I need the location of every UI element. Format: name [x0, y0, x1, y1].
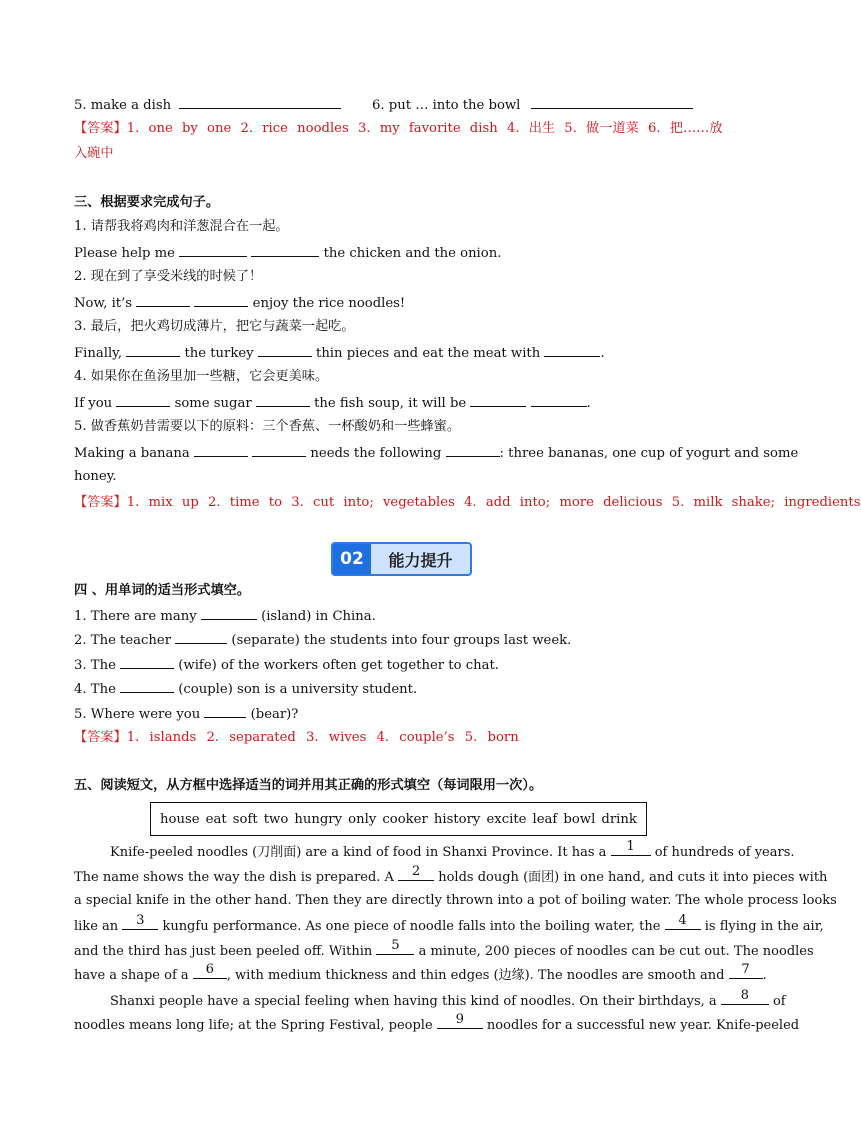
passage-line: and the third has just been peeled off. Within 5 a minute, 200 pieces of noodles can be cut out. The noodles — [74, 938, 814, 959]
section-five-title: 五、阅读短文，从方框中选择适当的词并用其正确的形式填空（每词限用一次）。 — [74, 778, 543, 793]
s3-item4-cn: 4. 如果你在鱼汤里加一些糖，它会更美味。 — [74, 369, 329, 384]
word-bank-item: soft — [232, 811, 258, 827]
s3-item1-cn: 1. 请帮我将鸡肉和洋葱混合在一起。 — [74, 219, 289, 234]
badge-label: 能力提升 — [388, 550, 453, 570]
s3-item2-cn: 2. 现在到了享受米线的时候了！ — [74, 269, 263, 284]
blank-number: 8 — [740, 988, 750, 1003]
section-three-title: 三、根据要求完成句子。 — [74, 195, 220, 210]
passage-line: noodles means long life; at the Spring Festival, people 9 noodles for a successful new year. Knife-peeled — [74, 1012, 800, 1033]
s3-item1-en: Please help me the chicken and the onion. — [74, 243, 501, 263]
badge-number: 02 — [333, 544, 371, 574]
blank-number: 3 — [136, 913, 145, 928]
word-bank-item: drink — [601, 811, 637, 827]
passage-line: Shanxi people have a special feeling when having this kind of noodles. On their birthdays, a 8 of — [110, 988, 786, 1009]
s3-item5-cn: 5. 做香蕉奶昔需要以下的原料：三个香蕉、一杯酸奶和一些蜂蜜。 — [74, 419, 461, 434]
answer-line-cont: 入碗中 — [74, 146, 114, 161]
word-bank-item: hungry — [294, 811, 343, 827]
s3-item2-en: Now, it’s enjoy the rice noodles! — [74, 293, 405, 313]
blank-number: 1 — [626, 839, 635, 854]
question-6-line: 6. put … into the bowl — [372, 95, 693, 115]
blank-number: 9 — [455, 1012, 464, 1027]
passage-line: The name shows the way the dish is prepared. A 2 holds dough (面团) in one hand, and cuts it into pieces with — [74, 864, 828, 885]
passage-line: Knife-peeled noodles (刀削面) are a kind of food in Shanxi Province. It has a 1 of hundreds of years. — [110, 839, 795, 860]
section-badge — [331, 542, 472, 576]
s3-item3-cn: 3. 最后，把火鸡切成薄片，把它与蔬菜一起吃。 — [74, 319, 355, 334]
s4-item2: 2. The teacher (separate) the students into four groups last week. — [74, 630, 571, 650]
word-bank — [150, 802, 647, 836]
s4-item5: 5. Where were you (bear)? — [74, 704, 298, 724]
word-bank-item: eat — [205, 811, 227, 827]
blank-number: 5 — [391, 938, 400, 953]
blank-line — [179, 95, 341, 109]
s3-item5-en-cont: honey. — [74, 469, 117, 484]
word-bank-item: excite — [486, 811, 527, 827]
word-bank-item: history — [433, 811, 481, 827]
passage-line: have a shape of a 6 , with medium thickness and thin edges (边缘). The noodles are smooth and 7 . — [74, 962, 767, 983]
s3-item4-en: If you some sugar the fish soup, it will be . — [74, 393, 591, 413]
s3-item5-en: Making a banana needs the following : three bananas, one cup of yogurt and some — [74, 443, 798, 463]
s4-item1: 1. There are many (island) in China. — [74, 606, 376, 626]
blank-number: 6 — [205, 962, 214, 977]
word-bank-item: house — [160, 811, 200, 827]
s4-item3: 3. The (wife) of the workers often get together to chat. — [74, 655, 499, 675]
word-bank-item: bowl — [563, 811, 596, 827]
word-bank-item: leaf — [532, 811, 558, 827]
word-bank-item: only — [348, 811, 377, 827]
s4-item4: 4. The (couple) son is a university student. — [74, 679, 417, 699]
blank-line — [531, 95, 693, 109]
passage-line: like an 3 kungfu performance. As one piece of noodle falls into the boiling water, the 4 is flying in the air, — [74, 913, 824, 934]
answer-line: 【答案】1. mix up 2. time to 3. cut into; vegetables 4. add into; more delicious 5. milk shake; ingredients — [74, 495, 861, 510]
blank-number: 2 — [411, 864, 421, 879]
s3-item3-en: Finally, the turkey thin pieces and eat the meat with . — [74, 343, 605, 363]
section-four-title: 四 、用单词的适当形式填空。 — [74, 583, 251, 598]
passage-line: a special knife in the other hand. Then they are directly thrown into a pot of boiling water. The whole process looks — [74, 893, 837, 908]
question-5-line: 5. make a dish — [74, 95, 341, 115]
blank-number: 7 — [741, 962, 750, 977]
answer-line: 【答案】1. islands 2. separated 3. wives 4. couple’s 5. born — [74, 730, 519, 745]
answer-line: 【答案】1. one by one 2. rice noodles 3. my favorite dish 4. 出生 5. 做一道菜 6. 把……放 — [74, 121, 723, 136]
blank-number: 4 — [678, 913, 687, 928]
word-bank-item: cooker — [382, 811, 428, 827]
word-bank-item: two — [263, 811, 289, 827]
